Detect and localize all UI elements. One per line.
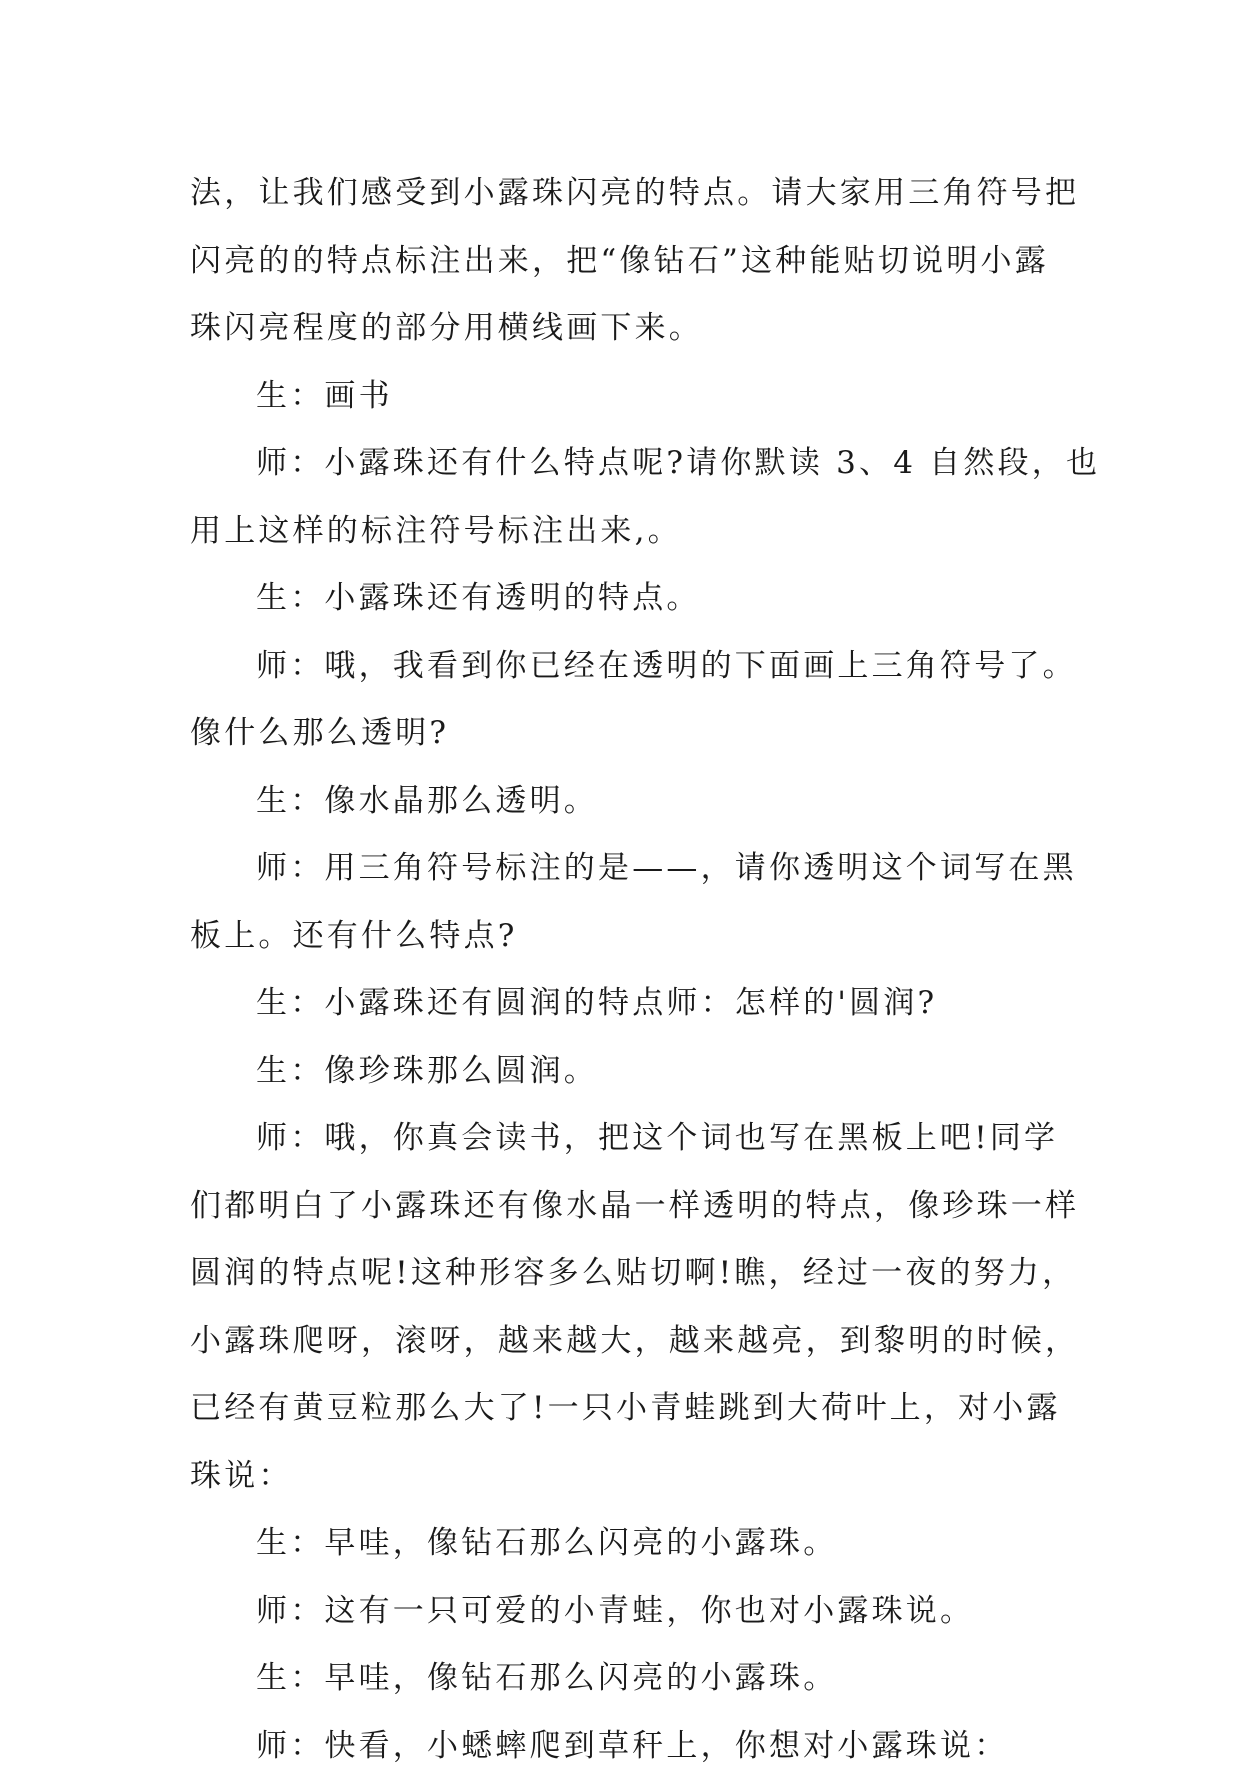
paragraph xyxy=(190,970,1070,1038)
text-line: 师：小露珠还有什么特点呢?请你默读 3、4 自然段，也 xyxy=(190,430,1070,498)
paragraph xyxy=(190,768,1070,836)
text-line: 珠闪亮程度的部分用横线画下来。 xyxy=(190,295,1070,363)
text-line: 师：这有一只可爱的小青蛙，你也对小露珠说。 xyxy=(190,1578,1070,1646)
text-line: 生：早哇，像钻石那么闪亮的小露珠。 xyxy=(190,1510,1070,1578)
text-line: 师：哦，你真会读书，把这个词也写在黑板上吧!同学 xyxy=(190,1105,1070,1173)
paragraph xyxy=(190,1645,1070,1713)
paragraph xyxy=(190,835,1070,970)
text-line: 生：早哇，像钻石那么闪亮的小露珠。 xyxy=(190,1645,1070,1713)
text-line: 师：哦，我看到你已经在透明的下面画上三角符号了。 xyxy=(190,633,1070,701)
text-line: 用上这样的标注符号标注出来,。 xyxy=(190,498,1070,566)
text-line: 像什么那么透明? xyxy=(190,700,1070,768)
paragraph xyxy=(190,1105,1070,1510)
text-line: 已经有黄豆粒那么大了!一只小青蛙跳到大荷叶上，对小露 xyxy=(190,1375,1070,1443)
paragraph xyxy=(190,363,1070,431)
text-line: 师：用三角符号标注的是——，请你透明这个词写在黑 xyxy=(190,835,1070,903)
text-line: 珠说： xyxy=(190,1443,1070,1511)
paragraph xyxy=(190,430,1070,565)
paragraph xyxy=(190,633,1070,768)
paragraph xyxy=(190,1713,1070,1780)
text-line: 法，让我们感受到小露珠闪亮的特点。请大家用三角符号把 xyxy=(190,160,1070,228)
document-body xyxy=(190,160,1070,1780)
paragraph xyxy=(190,160,1070,363)
text-line: 生：小露珠还有透明的特点。 xyxy=(190,565,1070,633)
text-line: 生：画书 xyxy=(190,363,1070,431)
paragraph xyxy=(190,1038,1070,1106)
text-line: 圆润的特点呢!这种形容多么贴切啊!瞧，经过一夜的努力， xyxy=(190,1240,1070,1308)
text-line: 生：小露珠还有圆润的特点师：怎样的'圆润? xyxy=(190,970,1070,1038)
paragraph xyxy=(190,1510,1070,1578)
text-line: 师：快看，小蟋蟀爬到草秆上，你想对小露珠说： xyxy=(190,1713,1070,1780)
text-line: 们都明白了小露珠还有像水晶一样透明的特点，像珍珠一样 xyxy=(190,1173,1070,1241)
text-line: 板上。还有什么特点? xyxy=(190,903,1070,971)
text-line: 小露珠爬呀，滚呀，越来越大，越来越亮，到黎明的时候， xyxy=(190,1308,1070,1376)
text-line: 生：像珍珠那么圆润。 xyxy=(190,1038,1070,1106)
paragraph xyxy=(190,565,1070,633)
paragraph xyxy=(190,1578,1070,1646)
text-line: 生：像水晶那么透明。 xyxy=(190,768,1070,836)
text-line: 闪亮的的特点标注出来，把“像钻石”这种能贴切说明小露 xyxy=(190,228,1070,296)
